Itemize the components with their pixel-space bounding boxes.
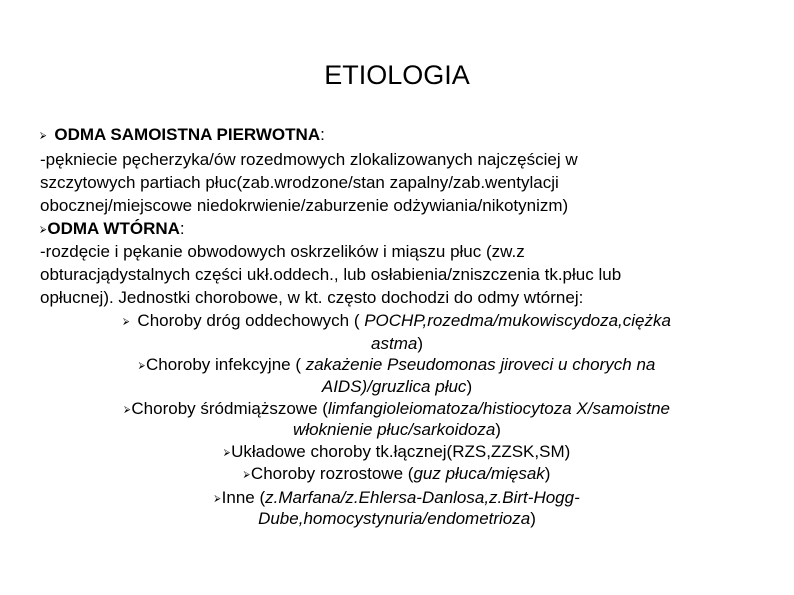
disease-item	[0, 463, 794, 485]
disease-tail: )	[530, 509, 536, 528]
disease-tail: )	[466, 377, 473, 396]
disease-item	[0, 487, 794, 509]
primary-heading-line	[40, 124, 325, 146]
primary-text-line: szczytowych partiach płuc(zab.wrodzone/stan zapalny/zab.wentylacji	[40, 173, 559, 192]
disease-detail: włoknienie płuc/sarkoidoza	[293, 420, 496, 439]
secondary-heading: ODMA WTÓRNA	[47, 219, 180, 238]
secondary-text-line: -rozdęcie i pękanie obwodowych oskrzelików i miąszu płuc (zw.z	[40, 242, 525, 261]
disease-tail: )	[495, 420, 501, 439]
disease-label: Choroby infekcyjne (	[146, 355, 306, 374]
arrow-bullet-icon: ⮚	[214, 493, 221, 503]
disease-detail: astma	[371, 334, 418, 353]
arrow-bullet-icon: ⮚	[124, 404, 131, 414]
secondary-heading-colon: :	[179, 219, 185, 238]
disease-detail: guz płuca/mięsak	[413, 464, 545, 483]
disease-label: Inne (	[221, 488, 266, 507]
primary-text-line: obocznej/miejscowe niedokrwienie/zaburzenie odżywiania/nikotynizm)	[40, 196, 569, 215]
disease-item-continuation	[0, 376, 794, 398]
disease-detail: zakażenie Pseudomonas jiroveci u chorych na	[305, 355, 656, 374]
disease-label: Choroby dróg oddechowych (	[137, 311, 365, 330]
arrow-bullet-icon: ⮚	[223, 447, 231, 457]
slide-title: ETIOLOGIA	[324, 60, 470, 90]
secondary-text-line: obturacjądystalnych części ukł.oddech., lub osłabienia/zniszczenia tk.płuc lub	[40, 265, 622, 284]
arrow-bullet-icon: ⮚	[123, 316, 130, 326]
arrow-bullet-icon: ⮚	[40, 130, 47, 140]
primary-heading: ODMA SAMOISTNA PIERWOTNA	[54, 125, 321, 144]
disease-detail: AIDS)/gruzlica płuc	[321, 377, 467, 396]
disease-detail: limfangioleiomatoza/histiocytoza X/samoistne	[327, 399, 670, 418]
arrow-bullet-icon: ⮚	[138, 360, 146, 370]
disease-item-continuation	[0, 333, 794, 355]
disease-detail: z.Marfana/z.Ehlersa-Danlosa,z.Birt-Hogg-	[265, 488, 580, 507]
disease-detail: POCHP,rozedma/mukowiscydoza,ciężka	[364, 311, 671, 330]
disease-label: Choroby rozrostowe (	[250, 464, 414, 483]
disease-item	[0, 398, 794, 420]
disease-tail: )	[544, 464, 551, 483]
primary-heading-colon: :	[320, 125, 325, 144]
disease-label: Układowe choroby tk.łącznej(RZS,ZZSK,SM)	[231, 442, 571, 461]
disease-tail: )	[417, 334, 423, 353]
disease-item-continuation	[0, 508, 794, 530]
primary-text-line: -pękniecie pęcherzyka/ów rozedmowych zlokalizowanych najczęściej w	[40, 150, 578, 169]
disease-item-continuation	[0, 419, 794, 441]
secondary-heading-line	[40, 218, 185, 240]
arrow-bullet-icon: ⮚	[40, 224, 47, 234]
disease-detail: Dube,homocystynuria/endometrioza	[258, 509, 531, 528]
secondary-text-line: opłucnej). Jednostki chorobowe, w kt. często dochodzi do odmy wtórnej:	[40, 288, 584, 307]
disease-item	[0, 441, 794, 463]
disease-item	[0, 310, 794, 332]
disease-item	[0, 354, 794, 376]
disease-label: Choroby śródmiąższowe (	[131, 399, 328, 418]
arrow-bullet-icon: ⮚	[243, 469, 250, 479]
